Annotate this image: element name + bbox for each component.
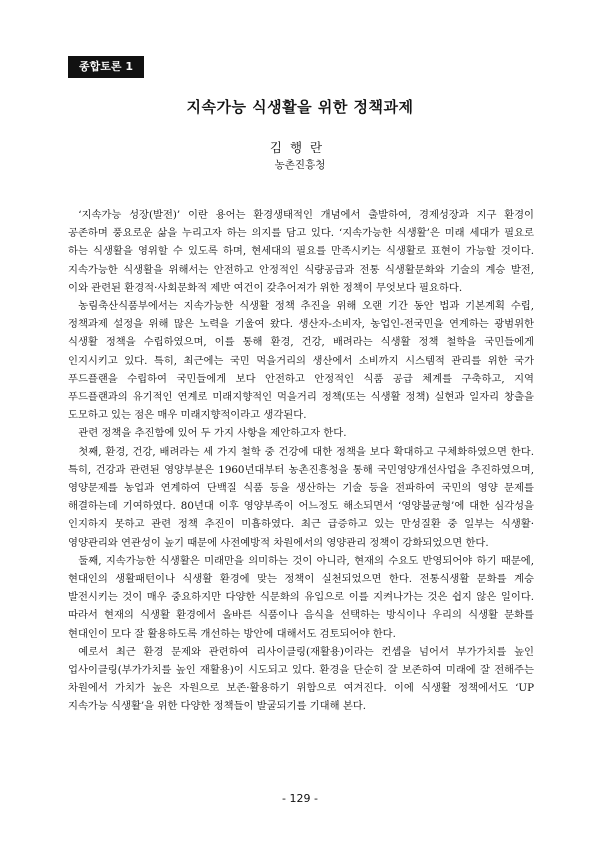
paragraph-second-proposal: 둘째, 지속가능한 식생활은 미래만을 의미하는 것이 아니라, 현재의 수요도 반영되어야 하기 때문에, 현대인의 생활패턴이나 식생활 환경에 맞는 정책이 실천되었으면 한다. 전통식생활 문화를 계승 발전시키는 것이 매우 중요하지만 다양한 식문화의 유입으로 이를 지켜나가는 것은 쉽지 않은 일이다. 따라서 현재의 식생활 환경에서 올바른 식품이나 음식을 선택하는 방식이나 우리의 식생활 문화를 현대인이 모다 잘 활용하도록 개선하는 방안에 대해서도 검토되어야 한다. xyxy=(68,554,534,640)
paragraph-upcycling: 예로서 최근 환경 문제와 관련하여 리사이클링(재활용)이라는 컨셉을 넘어서 부가가치를 높인 업사이클링(부가가치를 높인 재활용)이 시도되고 있다. 환경을 단순히 잘 보존하여 미래에 잘 전해주는 차원에서 가치가 높은 자원으로 보존·활용하기 위함으로 여겨진다. 이에 식생활 정책에서도 ‘UP 지속가능 식생활’을 위한 다양한 정책들이 발굴되기를 기대해 본다. xyxy=(68,645,534,713)
paragraph-first-proposal: 첫째, 환경, 건강, 배려라는 세 가지 철학 중 건강에 대한 정책을 보다 확대하고 구체화하였으면 한다. 특히, 건강과 관련된 영양부분은 1960년대부터 농촌진흥청을 통해 국민영양개선사업을 추진하였으며, 영양문제를 농업과 연계하여 단백질 식품 등을 생산하는 기술 등을 전파하여 국민의 영양 문제를 해결하는데 기여하였다. 80년대 이후 영양부족이 어느정도 해소되면서 ‘영양불균형’에 대한 심각성을 인지하지 못하고 관련 정책 추진이 미흡하였다. 최근 급증하고 있는 만성질환 중 일부는 식생활·영양관리와 연관성이 높기 때문에 사전예방적 차원에서의 영양관리 정책이 강화되었으면 한다. xyxy=(68,445,534,549)
paragraph-proposal-intro: 관련 정책을 추진함에 있어 두 가지 사항을 제안하고자 한다. xyxy=(78,427,347,440)
session-badge: 종합토론 1 xyxy=(68,56,144,78)
body-text xyxy=(68,206,534,716)
paragraph-intro: ‘지속가능 성장(발전)’ 이란 용어는 환경생태적인 개념에서 출발하여, 경제성장과 지구 환경이 공존하며 풍요로운 삶을 누리고자 하는 의지를 담고 있다. ‘지속가능한 식생활’은 미래 세대가 필요로 하는 식생활을 영위할 수 있도록 하며, 현세대의 필요를 만족시키는 식생활로 표현이 가능할 것이다. 지속가능한 식생활을 위해서는 안전하고 안정적인 식량공급과 전통 식생활문화와 기술의 계승 발전, 이와 관련된 환경적·사회문화적 제반 여건이 갖추어져가 위한 정책이 무엇보다 필요하다. xyxy=(68,209,534,294)
document-title: 지속가능 식생활을 위한 정책과제 xyxy=(186,98,414,116)
page-number: - 129 - xyxy=(282,792,318,805)
paragraph-ministry-policy: 농림축산식품부에서는 지속가능한 식생활 정책 추진을 위해 오랜 기간 동안 법과 기본계획 수립, 정책과제 설정을 위해 많은 노력을 기울여 왔다. 생산자-소비자, 농업인-전국민을 연계하는 광범위한 식생활 정책을 수립하였으며, 이를 통해 환경, 건강, 배려라는 식생활 정책 철학을 국민들에게 인지시키고 있다. 특히, 최근에는 국민 먹을거리의 생산에서 소비까지 시스템적 관리를 위한 국가 푸드플랜을 수립하여 국민들에게 보다 안전하고 안정적인 식품 공급 체계를 구축하고, 지역 푸드플랜과의 유기적인 연계로 미래지향적인 먹을거리 정책(또는 식생활 정책) 실현과 일자리 창출을 도모하고 있는 점은 매우 미래지향적이라고 생각된다. xyxy=(68,300,534,422)
author-name: 김행란 xyxy=(269,140,331,155)
author-affiliation: 농촌진흥청 xyxy=(274,159,326,171)
